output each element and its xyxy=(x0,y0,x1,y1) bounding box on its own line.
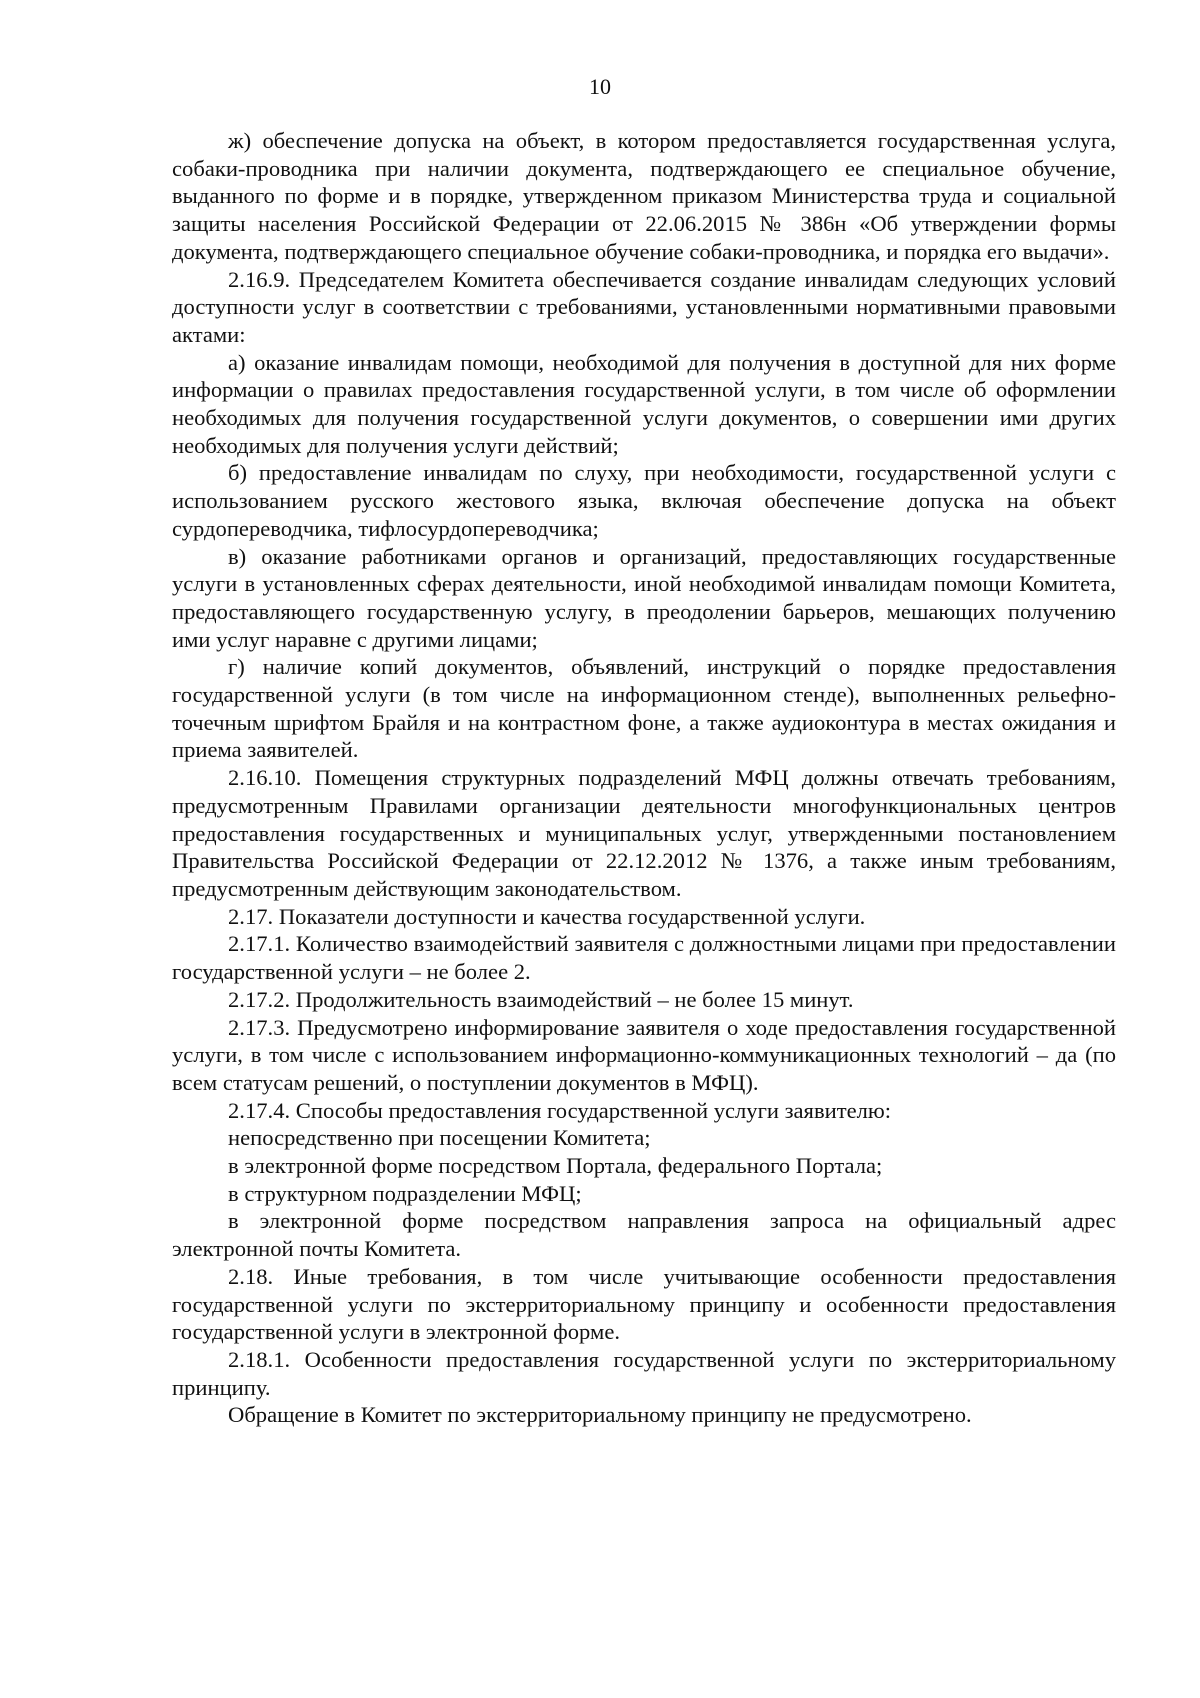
paragraph-2-17: 2.17. Показатели доступности и качества государственной услуги. xyxy=(228,903,866,929)
paragraph-2-17-4: 2.17.4. Способы предоставления государственной услуги заявителю: xyxy=(228,1097,892,1123)
paragraph-2-17-4-item-3: в структурном подразделении МФЦ; xyxy=(228,1180,582,1206)
paragraph-2-16-8-zh: ж) обеспечение допуска на объект, в котором предоставляется государственная услуга, собаки-проводника при наличии документа, подтверждающего ее специальное обучение, выданного по форме и в порядке, утвержденном приказом Министерства труда и социальной защиты населения Российской Федерации от 22.06.2015 № 386н «Об утверждении формы документа, подтверждающего специальное обучение собаки-проводника, и порядка его выдачи». xyxy=(172,128,1116,264)
paragraph-2-17-4-item-2: в электронной форме посредством Портала, федерального Портала; xyxy=(228,1153,883,1179)
paragraph-2-17-4-item-1: непосредственно при посещении Комитета; xyxy=(228,1125,651,1151)
paragraph-2-16-10: 2.16.10. Помещения структурных подразделений МФЦ должны отвечать требованиям, предусмотренным Правилами организации деятельности многофункциональных центров предоставления государственных и муниципальных услуг, утвержденными постановлением Правительства Российской Федерации от 22.12.2012 № 1376, а также иным требованиям, предусмотренным действующим законодательством. xyxy=(172,765,1116,901)
paragraph-2-18-1: 2.18.1. Особенности предоставления государственной услуги по экстерриториальному принципу. xyxy=(172,1346,1116,1400)
paragraph-2-16-9-v: в) оказание работниками органов и организаций, предоставляющих государственные услуги в установленных сферах деятельности, иной необходимой инвалидам помощи Комитета, предоставляющего государственную услугу, в преодолении барьеров, мешающих получению ими услуг наравне с другими лицами; xyxy=(172,543,1116,652)
paragraph-2-17-2: 2.17.2. Продолжительность взаимодействий – не более 15 минут. xyxy=(228,986,854,1012)
paragraph-2-16-9-a: а) оказание инвалидам помощи, необходимой для получения в доступной для них форме информации о правилах предоставления государственной услуги, в том числе об оформлении необходимых для получения государственной услуги документов, о совершении ими других необходимых для получения услуги действий; xyxy=(172,349,1116,458)
document-body xyxy=(172,127,1116,1429)
paragraph-2-16-9-g: г) наличие копий документов, объявлений, инструкций о порядке предоставления государственной услуги (в том числе на информационном стенде), выполненных рельефно-точечным шрифтом Брайля и на контрастном фоне, а также аудиоконтура в местах ожидания и приема заявителей. xyxy=(172,654,1116,763)
paragraph-2-16-9: 2.16.9. Председателем Комитета обеспечивается создание инвалидам следующих условий доступности услуг в соответствии с требованиями, установленными нормативными правовыми актами: xyxy=(172,266,1116,347)
paragraph-2-17-3: 2.17.3. Предусмотрено информирование заявителя о ходе предоставления государственной услуги, в том числе с использованием информационно-коммуникационных технологий – да (по всем статусам решений, о поступлении документов в МФЦ). xyxy=(172,1014,1116,1095)
paragraph-2-17-1: 2.17.1. Количество взаимодействий заявителя с должностными лицами при предоставлении государственной услуги – не более 2. xyxy=(172,931,1116,985)
page-number: 10 xyxy=(589,74,611,99)
paragraph-2-18: 2.18. Иные требования, в том числе учитывающие особенности предоставления государственной услуги по экстерриториальному принципу и особенности предоставления государственной услуги в электронной форме. xyxy=(172,1263,1116,1345)
paragraph-2-17-4-item-4: в электронной форме посредством направления запроса на официальный адрес электронной почты Комитета. xyxy=(172,1208,1116,1262)
paragraph-final: Обращение в Комитет по экстерриториальному принципу не предусмотрено. xyxy=(228,1402,972,1428)
paragraph-2-16-9-b: б) предоставление инвалидам по слуху, при необходимости, государственной услуги с использованием русского жестового языка, включая обеспечение допуска на объект сурдопереводчика, тифлосурдопереводчика; xyxy=(172,460,1116,541)
